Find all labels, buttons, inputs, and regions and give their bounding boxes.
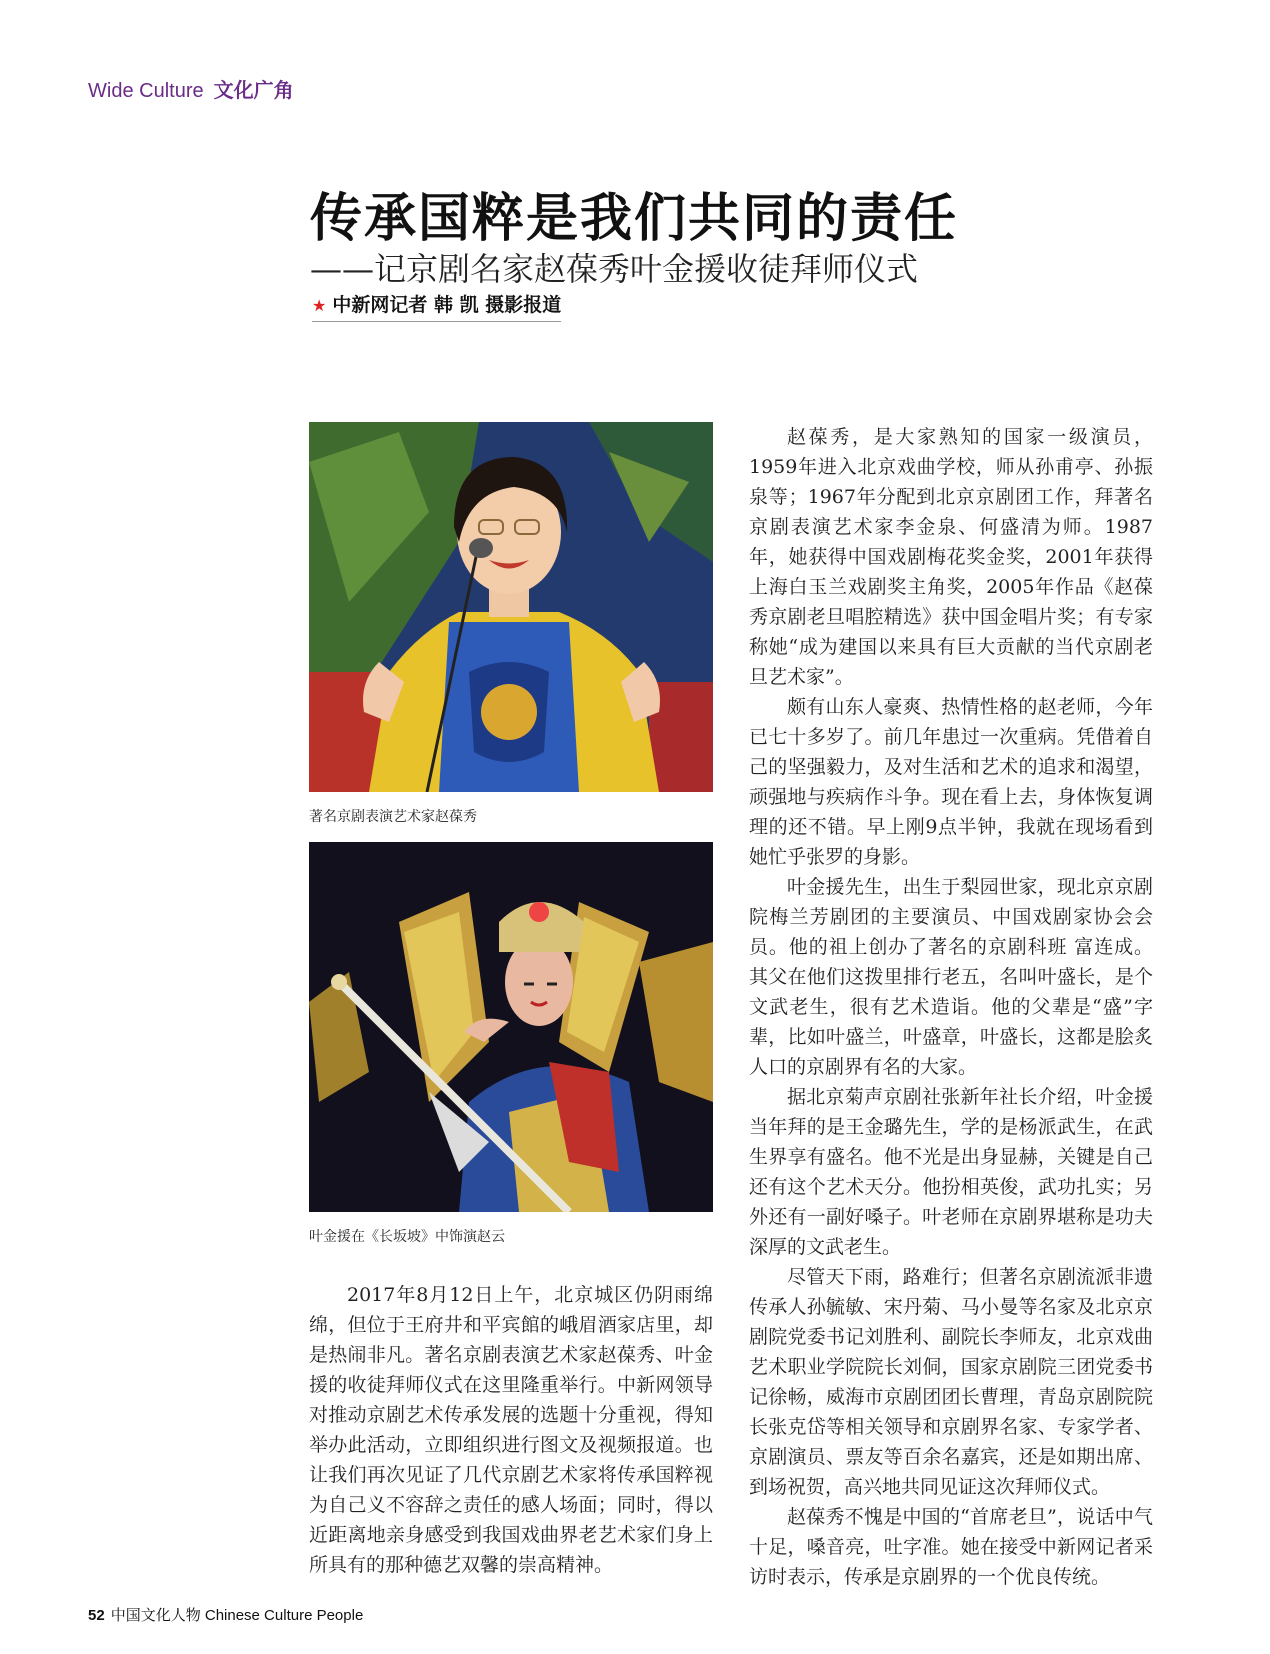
page-footer: [88, 1604, 363, 1625]
figure-caption: 著名京剧表演艺术家赵葆秀: [309, 809, 477, 825]
article-column-left: [309, 1280, 713, 1580]
figure-caption: 叶金援在《长坂坡》中饰演赵云: [309, 1229, 505, 1245]
paragraph: 赵葆秀，是大家熟知的国家一级演员，1959年进入北京戏曲学校，师从孙甫亭、孙振泉等；1967年分配到北京京剧团工作，拜著名京剧表演艺术家李金泉、何盛清为师。1987年，她获得中国戏剧梅花奖金奖，2001年获得上海白玉兰戏剧奖主角奖，2005年作品《赵葆秀京剧老旦唱腔精选》获中国金唱片奖；有专家称她“成为建国以来具有巨大贡献的当代京剧老旦艺术家”。: [749, 426, 1153, 688]
paragraph: 赵葆秀不愧是中国的“首席老旦”，说话中气十足，嗓音亮，吐字准。她在接受中新网记者采访时表示，传承是京剧界的一个优良传统。: [749, 1506, 1153, 1588]
photo-zhao-baoxiu: [309, 422, 713, 792]
paragraph: 尽管天下雨，路难行；但著名京剧流派非遗传承人孙毓敏、宋丹菊、马小曼等名家及北京京剧院党委书记刘胜利、副院长李师友，北京戏曲艺术职业学院院长刘侗，国家京剧院三团党委书记徐畅，威海市京剧团团长曹理，青岛京剧院院长张克岱等相关领导和京剧界名家、专家学者、京剧演员、票友等百余名嘉宾，还是如期出席、到场祝贺，高兴地共同见证这次拜师仪式。: [749, 1266, 1153, 1498]
section-tag-cn: 文化广角: [213, 78, 294, 102]
photo-ye-jinyuan: [309, 842, 713, 1212]
paragraph: 2017年8月12日上午，北京城区仍阴雨绵绵，但位于王府井和平宾館的峨眉酒家店里，却是热闹非凡。著名京剧表演艺术家赵葆秀、叶金援的收徒拜师仪式在这里隆重举行。中新网领导对推动京剧艺术传承发展的选题十分重视，得知举办此活动，立即组织进行图文及视频报道。也让我们再次见证了几代京剧艺术家将传承国粹视为自己义不容辞之责任的感人场面；同时，得以近距离地亲身感受到我国戏曲界老艺术家们身上所具有的那种德艺双馨的崇高精神。: [309, 1284, 713, 1576]
article-column-right: [749, 422, 1153, 1592]
byline: [312, 290, 561, 322]
section-tag-en: Wide Culture: [88, 80, 204, 102]
paragraph: 据北京菊声京剧社张新年社长介绍，叶金援当年拜的是王金璐先生，学的是杨派武生，在武生界享有盛名。他不光是出身显赫，关键是自己还有这个艺术天分。他扮相英俊，武功扎实；另外还有一副好嗓子。叶老师在京剧界堪称是功夫深厚的文武老生。: [749, 1086, 1153, 1258]
section-tag: [88, 74, 294, 103]
byline-text: 中新网记者 韩 凯 摄影报道: [332, 294, 562, 316]
article-title: 传承国粹是我们共同的责任: [310, 188, 959, 249]
photo-ye-jinyuan-image: [309, 842, 713, 1212]
photo-zhao-baoxiu-image: [309, 422, 713, 792]
article-subtitle: ——记京剧名家赵葆秀叶金援收徒拜师仪式: [310, 250, 919, 288]
paragraph: 叶金援先生，出生于梨园世家，现北京京剧院梅兰芳剧团的主要演员、中国戏剧家协会会员。他的祖上创办了著名的京剧科班 富连成。其父在他们这拨里排行老五，名叫叶盛长，是个文武老生，很有艺术造诣。他的父辈是“盛”字辈，比如叶盛兰，叶盛章，叶盛长，这都是脍炙人口的京剧界有名的大家。: [749, 876, 1153, 1078]
page-number: 52: [88, 1607, 105, 1624]
publication-name: 中国文化人物 Chinese Culture People: [110, 1607, 364, 1624]
paragraph: 颇有山东人豪爽、热情性格的赵老师，今年已七十多岁了。前几年患过一次重病。凭借着自己的坚强毅力，及对生活和艺术的追求和渴望，顽强地与疾病作斗争。现在看上去，身体恢复调理的还不错。早上刚9点半钟，我就在现场看到她忙乎张罗的身影。: [749, 696, 1153, 868]
star-icon: ★: [312, 296, 327, 315]
